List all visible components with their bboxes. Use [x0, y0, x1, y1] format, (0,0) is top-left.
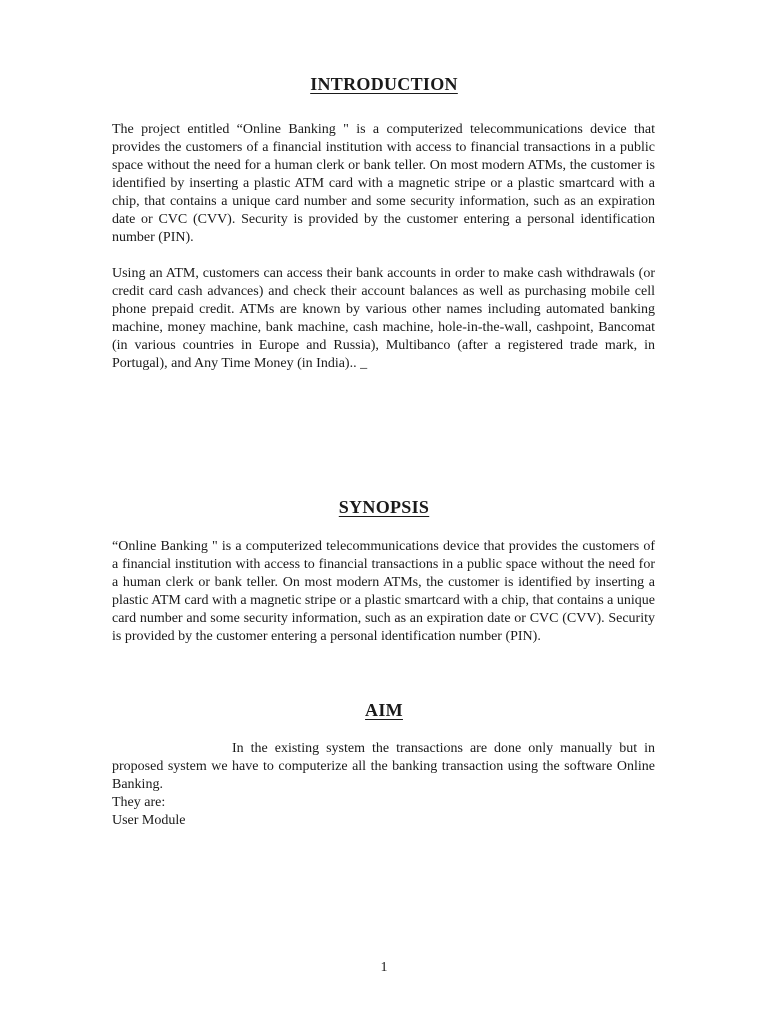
introduction-paragraph-1: The project entitled “Online Banking " is a computerized telecommunications device that provides the customers of a financial institution with access to financial transactions in a public space without the need for a human clerk or bank teller. On most modern ATMs, the customer is identified by inserting a plastic ATM card with a magnetic stripe or a plastic smartcard with a chip, that contains a unique card number and some security information, such as an expiration date or CVC (CVV). Security is provided by the customer entering a personal identification number (PIN). [112, 122, 655, 245]
aim-heading: AIM [365, 700, 403, 720]
page-number: 1 [380, 960, 388, 975]
synopsis-heading: SYNOPSIS [338, 497, 430, 517]
introduction-heading: INTRODUCTION [310, 74, 458, 94]
introduction-paragraph-2: Using an ATM, customers can access their bank accounts in order to make cash withdrawals (or credit card cash advances) and check their account balances as well as purchasing mobile cell phone prepaid credit. ATMs are known by various other names including automated banking machine, money machine, bank machine, cash machine, hole-in-the-wall, cashpoint, Bancomat (in various countries in Europe and Russia), Multibanco (after a registered trade mark, in Portugal), and Any Time Money (in India).. _ [112, 266, 655, 371]
synopsis-paragraph: “Online Banking " is a computerized telecommunications device that provides the customers of a financial institution with access to financial transactions in a public space without the need for a human clerk or bank teller. On most modern ATMs, the customer is identified by inserting a plastic ATM card with a magnetic stripe or a plastic smartcard with a chip, that contains a unique card number and some security information, such as an expiration date or CVC (CVV). Security is provided by the customer entering a personal identification number (PIN). [112, 539, 655, 644]
they-are-text: They are: [112, 795, 166, 810]
aim-paragraph: In the existing system the transactions are done only manually but in proposed system we have to computerize all the banking transaction using the software Online Banking. [112, 741, 655, 792]
user-module-text: User Module [112, 813, 186, 828]
